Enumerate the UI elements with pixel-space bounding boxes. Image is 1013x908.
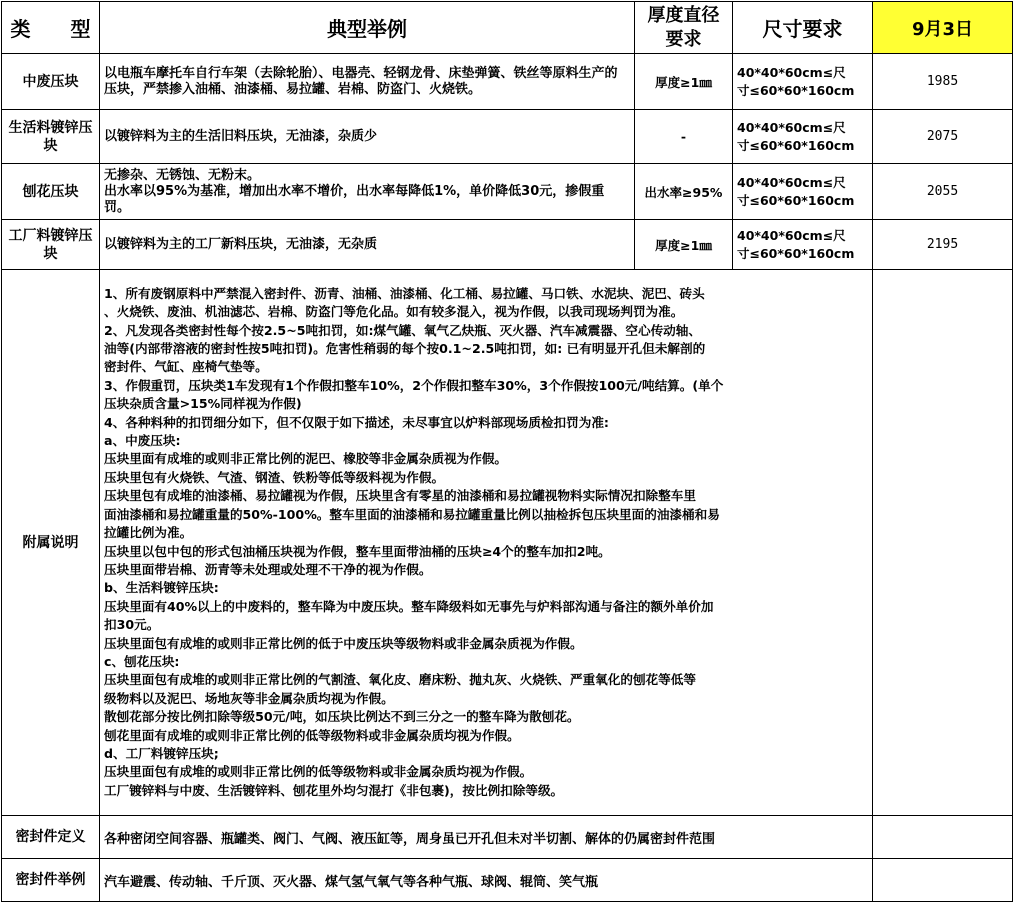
row-size xyxy=(733,164,873,220)
row-thickness: 厚度≥1㎜ xyxy=(635,220,733,270)
notes-line: 刨花里面有成堆的或则非正常比例的低等级物料或非金属杂质均视为作假。 xyxy=(104,727,520,743)
notes-line: 级物料以及泥巴、场地灰等非金属杂质均视为作假。 xyxy=(104,690,394,706)
size-line-2: 寸≤60*60*160cm xyxy=(737,192,855,208)
notes-line: 4、各种料种的扣罚细分如下，但不仅限于如下描述，未尽事宜以炉料部现场质检扣罚为准: xyxy=(104,414,609,430)
header-type: 类 型 xyxy=(2,2,100,54)
size-line-1: 40*40*60cm≤尺 xyxy=(737,174,846,190)
notes-line: 散刨花部分按比例扣除等级50元/吨，如压块比例达不到三分之一的整车降为散刨花。 xyxy=(104,709,580,725)
notes-line: 1、所有废钢原料中严禁混入密封件、沥青、油桶、油漆桶、化工桶、易拉罐、马口铁、水泥块、泥巴、砖头 xyxy=(104,285,705,301)
notes-line: 工厂镀锌料与中废、生活镀锌料、刨花里外均匀混打《非包裹)，按比例扣除等级。 xyxy=(104,782,564,798)
header-row xyxy=(2,2,1013,54)
row-type: 刨花压块 xyxy=(2,164,100,220)
notes-line: 密封件、气缸、座椅气垫等。 xyxy=(104,359,268,375)
price-table xyxy=(1,1,1013,902)
notes-line: 压块里面有成堆的或则非正常比例的泥巴、橡胶等非金属杂质视为作假。 xyxy=(104,451,507,467)
notes-line: 2、凡发现各类密封性每个按2.5~5吨扣罚，如:煤气罐、氧气乙炔瓶、灭火器、汽车减震器、空心传动轴、 xyxy=(104,322,701,338)
header-size: 尺寸要求 xyxy=(733,2,873,54)
notes-line: 压块里面包有成堆的或则非正常比例的低等级物料或非金属杂质均视为作假。 xyxy=(104,764,533,780)
table-row xyxy=(2,110,1013,164)
row-example: 无掺杂、无锈蚀、无粉末。 出水率以95%为基准，增加出水率不增价，出水率每降低1%，单价降低30元，掺假重罚。 xyxy=(100,164,635,220)
row-size xyxy=(733,54,873,110)
row-price: 2075 xyxy=(873,110,1013,164)
notes-line: 压块杂质含量>15%同样视为作假) xyxy=(104,396,302,412)
seal-examples-label: 密封件举例 xyxy=(2,859,100,902)
header-thickness: 厚度直径要求 xyxy=(635,2,733,54)
row-size xyxy=(733,110,873,164)
notes-line: 压块里包有成堆的油漆桶、易拉罐视为作假，压块里含有零星的油漆桶和易拉罐视物料实际情况扣除整车里 xyxy=(104,488,696,504)
row-thickness: 出水率≥95% xyxy=(635,164,733,220)
size-line-2: 寸≤60*60*160cm xyxy=(737,137,855,153)
row-type: 中废压块 xyxy=(2,54,100,110)
header-date: 9月3日 xyxy=(873,2,1013,54)
notes-lines xyxy=(104,285,868,800)
notes-line: 油等(内部带溶液的密封性按5吨扣罚)。危害性稍弱的每个按0.1~2.5吨扣罚，如: 已有明显开孔但未解剖的 xyxy=(104,341,706,357)
row-thickness: - xyxy=(635,110,733,164)
row-type: 工厂料镀锌压块 xyxy=(2,220,100,270)
table-row xyxy=(2,220,1013,270)
row-example: 以电瓶车摩托车自行车架（去除轮胎）、电器壳、轻钢龙骨、床垫弹簧、铁丝等原料生产的压块，严禁掺入油桶、油漆桶、易拉罐、岩棉、防盗门、火烧铁。 xyxy=(100,54,635,110)
notes-line: 面油漆桶和易拉罐重量的50%-100%。整车里面的油漆桶和易拉罐重量比例以抽检拆包压块里面的油漆桶和易 xyxy=(104,506,720,522)
notes-line: 3、作假重罚，压块类1车发现有1个作假扣整车10%，2个作假扣整车30%，3个作假按100元/吨结算。(单个 xyxy=(104,377,724,393)
notes-line: 拉罐比例为准。 xyxy=(104,525,193,541)
row-price: 2195 xyxy=(873,220,1013,270)
notes-line: 压块里面包有成堆的或则非正常比例的气割渣、氧化皮、磨床粉、抛丸灰、火烧铁、严重氧化的刨花等低等 xyxy=(104,672,696,688)
size-line-1: 40*40*60cm≤尺 xyxy=(737,64,846,80)
notes-line: d、工厂料镀锌压块; xyxy=(104,745,219,761)
notes-price-empty xyxy=(873,270,1013,816)
size-line-2: 寸≤60*60*160cm xyxy=(737,82,855,98)
row-size xyxy=(733,220,873,270)
notes-line: 、火烧铁、废油、机油滤芯、岩棉、防盗门等危化品。如有较多混入，视为作假，以我司现场判罚为准。 xyxy=(104,304,684,320)
seal-examples-text: 汽车避震、传动轴、千斤顶、灭火器、煤气氢气氧气等各种气瓶、球阀、辊筒、笑气瓶 xyxy=(100,859,873,902)
notes-line: 压块里面包有成堆的或则非正常比例的低于中废压块等级物料或非金属杂质视为作假。 xyxy=(104,635,583,651)
row-price: 2055 xyxy=(873,164,1013,220)
notes-line: 压块里包有火烧铁、气渣、钢渣、铁粉等低等级料视为作假。 xyxy=(104,469,445,485)
row-price: 1985 xyxy=(873,54,1013,110)
table-row xyxy=(2,164,1013,220)
row-example: 以镀锌料为主的工厂新料压块，无油漆，无杂质 xyxy=(100,220,635,270)
notes-line: b、生活料镀锌压块: xyxy=(104,580,219,596)
seal-definition-label: 密封件定义 xyxy=(2,816,100,859)
notes-content xyxy=(100,270,873,816)
notes-line: 压块里以包中包的形式包油桶压块视为作假，整车里面带油桶的压块≥4个的整车加扣2吨。 xyxy=(104,543,611,559)
header-example: 典型举例 xyxy=(100,2,635,54)
notes-line: 压块里面有40%以上的中废料的，整车降为中废压块。整车降级料如无事先与炉料部沟通与备注的额外单价加 xyxy=(104,598,714,614)
seal-definition-row xyxy=(2,816,1013,859)
notes-row xyxy=(2,270,1013,816)
seal-definition-price-empty xyxy=(873,816,1013,859)
notes-label: 附属说明 xyxy=(2,270,100,816)
seal-examples-row xyxy=(2,859,1013,902)
notes-line: 扣30元。 xyxy=(104,617,160,633)
row-thickness: 厚度≥1㎜ xyxy=(635,54,733,110)
notes-line: c、刨花压块: xyxy=(104,653,180,669)
table-row xyxy=(2,54,1013,110)
seal-definition-text: 各种密闭空间容器、瓶罐类、阀门、气阀、液压缸等，周身虽已开孔但未对半切割、解体的仍属密封件范围 xyxy=(100,816,873,859)
row-type: 生活料镀锌压块 xyxy=(2,110,100,164)
size-line-2: 寸≤60*60*160cm xyxy=(737,245,855,261)
row-example: 以镀锌料为主的生活旧料压块，无油漆，杂质少 xyxy=(100,110,635,164)
size-line-1: 40*40*60cm≤尺 xyxy=(737,119,846,135)
seal-examples-price-empty xyxy=(873,859,1013,902)
notes-line: 压块里面带岩棉、沥青等未处理或处理不干净的视为作假。 xyxy=(104,561,432,577)
size-line-1: 40*40*60cm≤尺 xyxy=(737,227,846,243)
notes-line: a、中废压块: xyxy=(104,433,181,449)
